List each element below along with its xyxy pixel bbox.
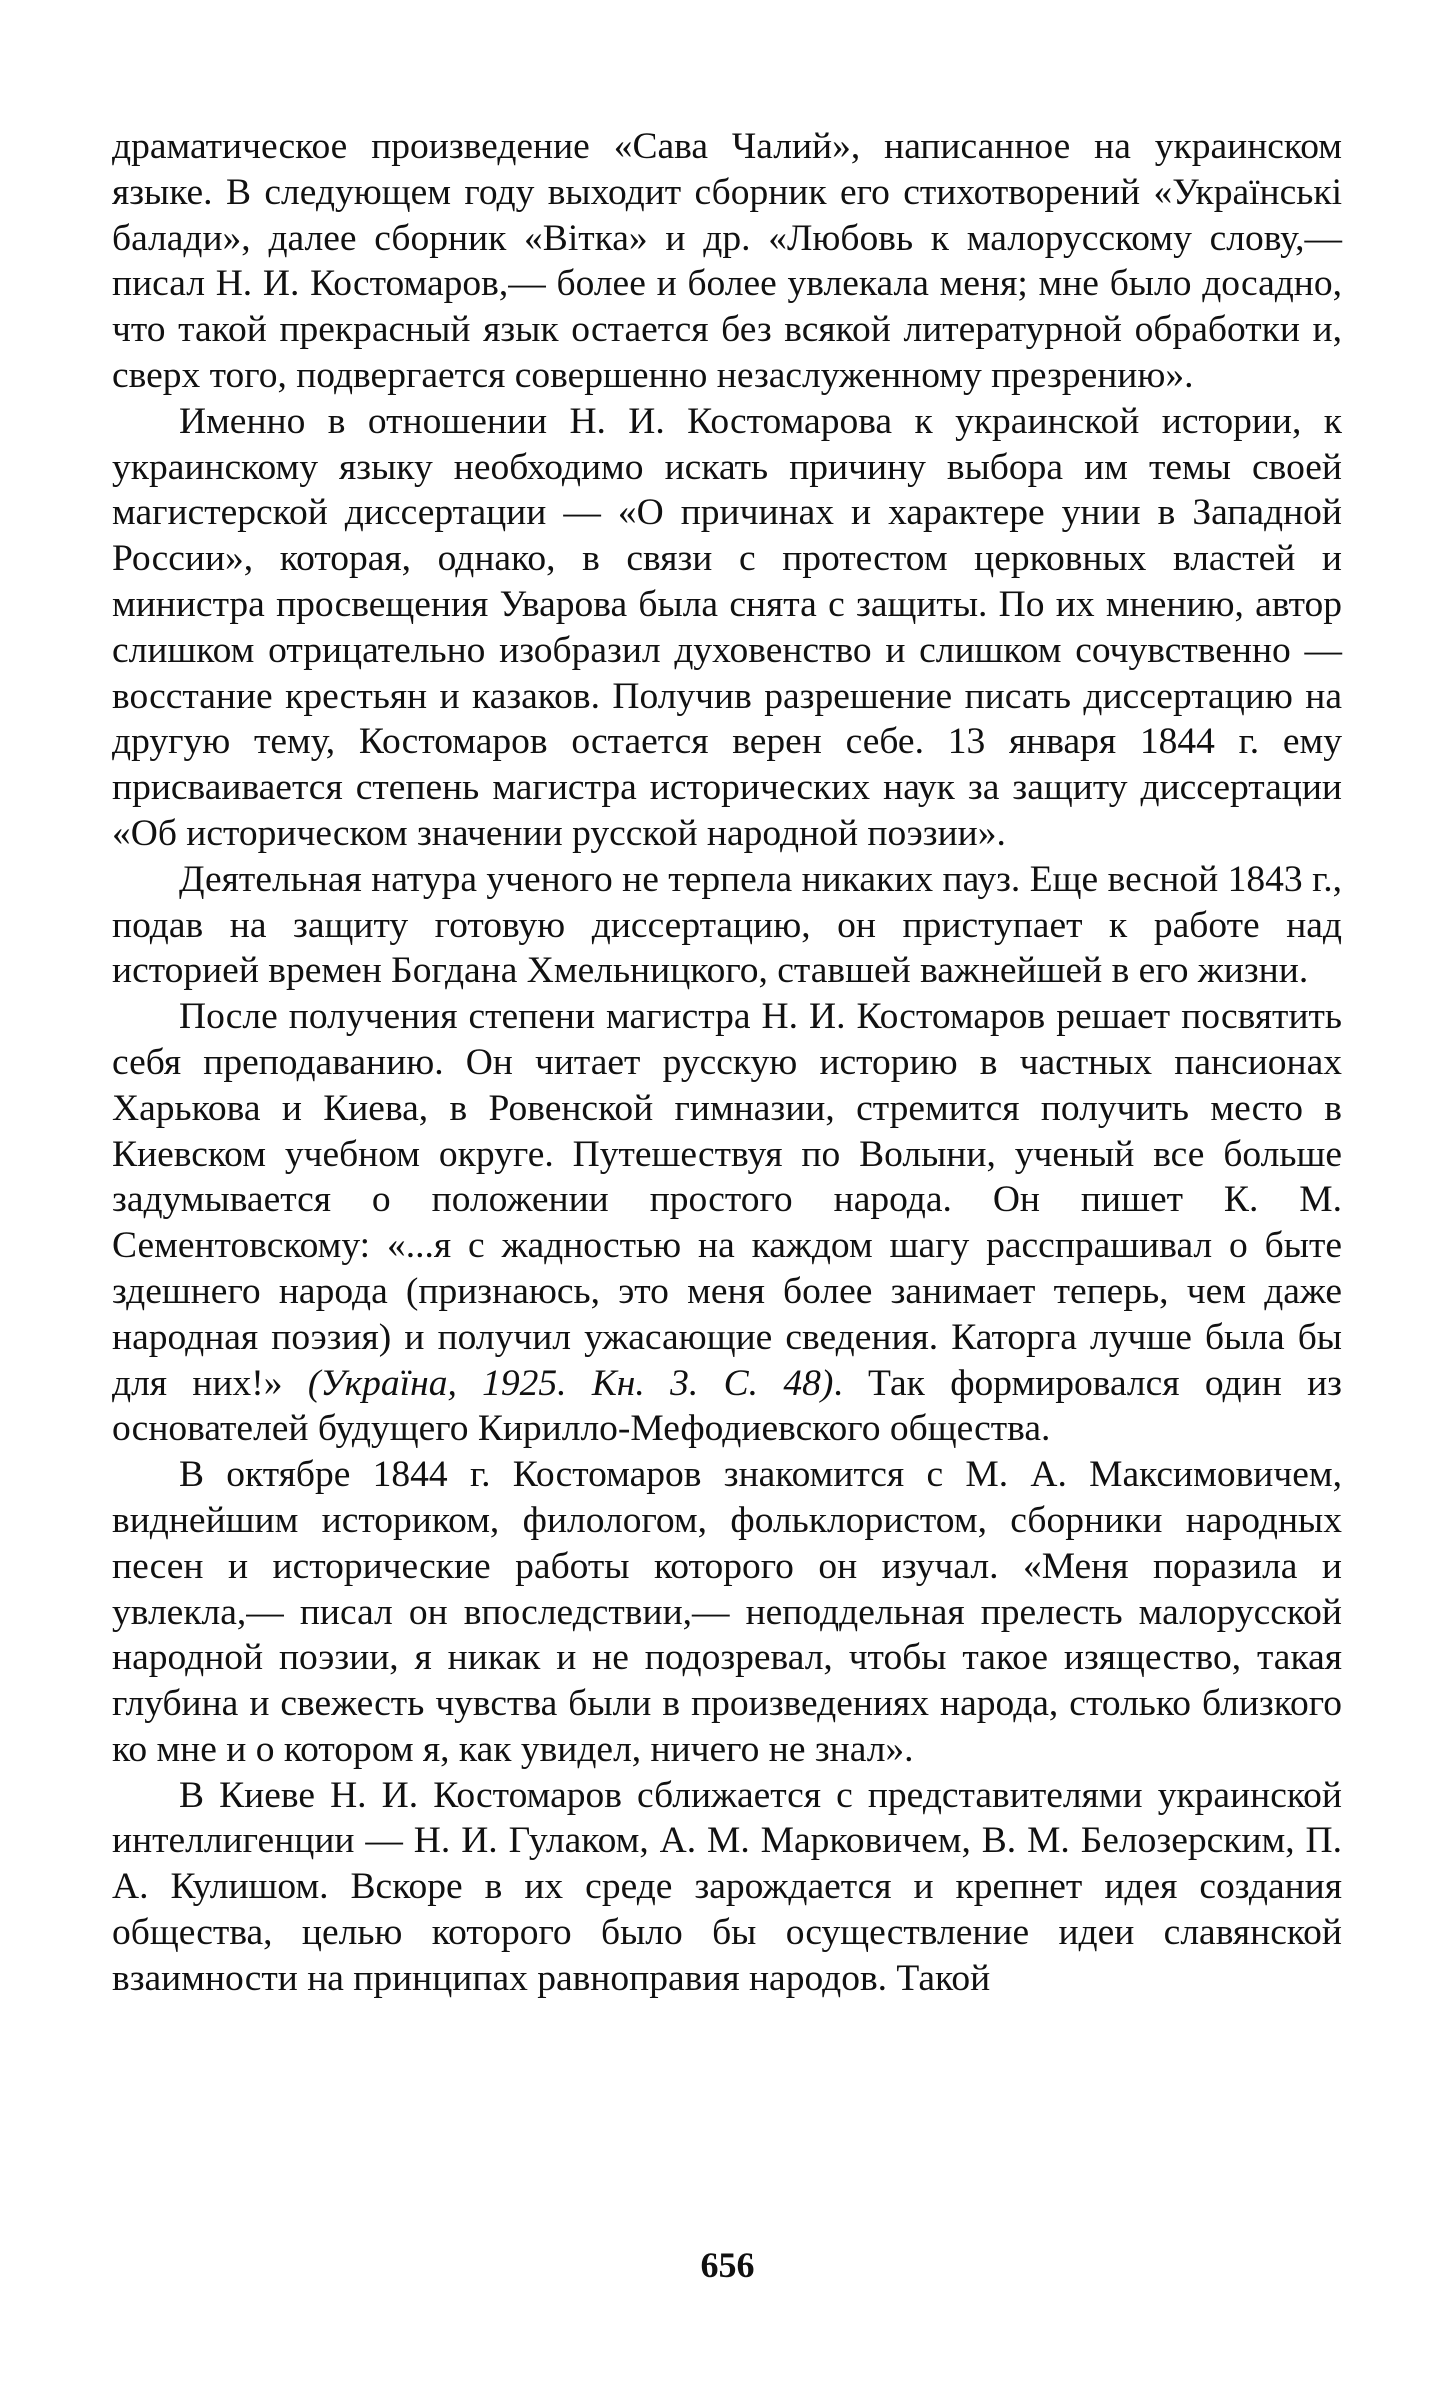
citation: (Україна, 1925. Кн. 3. С. 48)	[307, 1362, 834, 1404]
paragraph-4-text: После получения степени магистра Н. И. Костомаров решает посвятить себя преподаванию. Он читает русскую историю в частных пансионах Харькова и Киева, в Ровенской гимназии, стремится получить место в Киевском учебном округе. Путешествуя по Волыни, ученый все больше задумывается о положении простого народа. Он пишет К. М. Сементовскому: «...я с жадностью на каждом шагу расспрашивал о быте здешнего народа (признаюсь, это меня более занимает теперь, чем даже народная поэзия) и получил ужасающие сведения. Каторга лучше была бы для них!»	[112, 996, 1342, 1404]
page-number: 656	[700, 2245, 755, 2285]
paragraph-4	[112, 994, 1342, 1452]
paragraph-3: Деятельная натура ученого не терпела никаких пауз. Еще весной 1843 г., подав на защиту готовую диссертацию, он приступает к работе над историей времен Богдана Хмельницкого, ставшей важнейшей в его жизни.	[112, 858, 1342, 992]
paragraph-5: В октябре 1844 г. Костомаров знакомится с М. А. Максимовичем, виднейшим историком, филологом, фольклористом, сборники народных песен и исторические работы которого он изучал. «Меня поразила и увлекла,— писал он впоследствии,— неподдельная прелесть малорусской народной поэзии, я никак и не подозревал, чтобы такое изящество, такая глубина и свежесть чувства были в произведениях народа, столько близкого ко мне и о котором я, как увидел, ничего не знал».	[112, 1454, 1342, 1770]
paragraph-1: драматическое произведение «Сава Чалий», написанное на украинском языке. В следующем году выходит сборник его стихотворений «Українські балади», далее сборник «Вітка» и др. «Любовь к малорусскому слову,— писал Н. И. Костомаров,— более и более увлекала меня; мне было досадно, что такой прекрасный язык остается без всякой литературной обработки и, сверх того, подвергается совершенно незаслуженному презрению».	[112, 126, 1342, 396]
paragraph-6: В Киеве Н. И. Костомаров сближается с представителями украинской интеллигенции — Н. И. Гулаком, А. М. Марковичем, В. М. Белозерским, П. А. Кулишом. Вскоре в их среде зарождается и крепнет идея создания общества, целью которого было бы осуществление идеи славянской взаимности на принципах равноправия народов. Такой	[112, 1774, 1342, 1999]
paragraph-4-text-end: . Так формировался один из основателей будущего Кирилло-Мефодиевского общества.	[112, 1362, 1342, 1450]
page-text-body	[112, 124, 1342, 2002]
paragraph-2: Именно в отношении Н. И. Костомарова к украинской истории, к украинскому языку необходимо искать причину выбора им темы своей магистерской диссертации — «О причинах и характере унии в Западной России», которая, однако, в связи с протестом церковных властей и министра просвещения Уварова была снята с защиты. По их мнению, автор слишком отрицательно изобразил духовенство и слишком сочувственно — восстание крестьян и казаков. Получив разрешение писать диссертацию на другую тему, Костомаров остается верен себе. 13 января 1844 г. ему присваивается степень магистра исторических наук за защиту диссертации «Об историческом значении русской народной поэзии».	[112, 400, 1342, 854]
